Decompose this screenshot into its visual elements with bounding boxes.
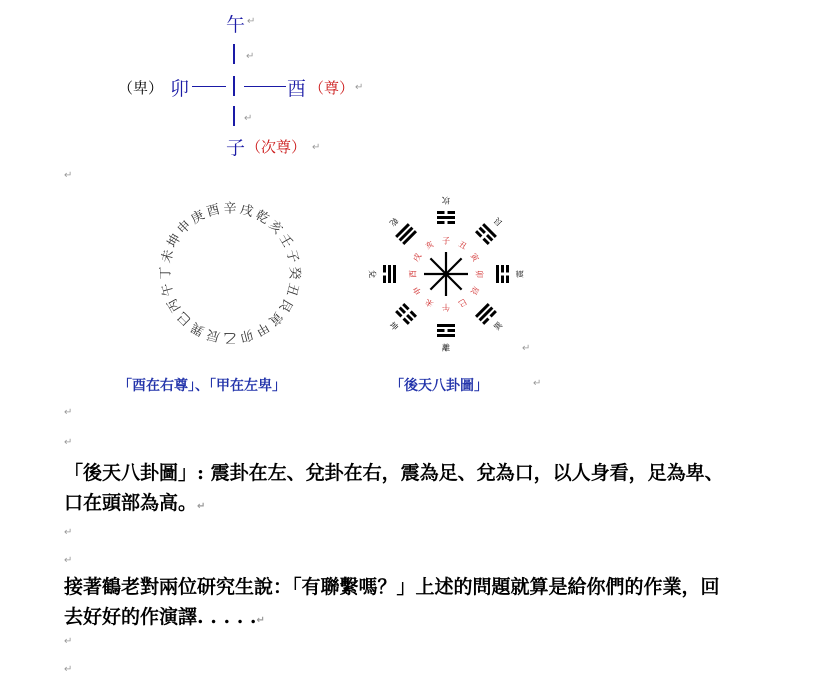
ring-character: 寅 [265, 308, 286, 329]
branch-label: 丑 [456, 239, 469, 252]
paragraph-mark: ↵ [197, 501, 206, 512]
ring-character: 巳 [174, 308, 195, 329]
trigram-name: 坤 [387, 320, 400, 333]
vertical-line-bottom [233, 106, 235, 126]
caption-ring: 「酉在右尊」、「甲在左卑」 [118, 378, 286, 394]
branch-you: 酉 [287, 78, 307, 100]
ring-character: 酉 [205, 202, 222, 221]
paragraph-homework [64, 572, 720, 636]
ring-character: 辰 [205, 325, 222, 344]
ring-character: 卯 [238, 325, 255, 344]
ring-character: 巽 [188, 318, 208, 339]
trigram-name: 巽 [492, 320, 505, 333]
trigram-name: 坎 [442, 195, 450, 205]
paragraph-mark: ↵ [522, 343, 531, 354]
paragraph-mark: ↵ [64, 555, 73, 566]
ring-character: 乾 [252, 207, 272, 228]
label-zun: （尊） [309, 79, 355, 97]
ring-character: 坤 [164, 231, 185, 251]
paragraph-mark: ↵ [64, 527, 73, 538]
vertical-line-top [233, 44, 235, 64]
label-ci-zun: （次尊） [246, 138, 307, 156]
trigram [496, 265, 525, 283]
paragraph-mark: ↵ [244, 113, 253, 124]
caption-bagua: 「後天八卦圖」 [390, 378, 488, 394]
trigram-name: 兌 [367, 270, 377, 278]
branch-label: 戌 [411, 251, 424, 264]
paragraph-mark: ↵ [355, 82, 364, 93]
paragraph-mark: ↵ [64, 664, 73, 675]
branch-mao: 卯 [170, 78, 190, 100]
branch-wu: 午 [226, 14, 246, 36]
branch-label: 亥 [423, 239, 436, 252]
paragraph-mark: ↵ [247, 16, 256, 27]
ring-character: 丁 [158, 266, 174, 280]
ring-character: 甲 [252, 318, 272, 339]
trigram [368, 265, 397, 283]
bagua-diagram [358, 190, 538, 360]
branch-label: 子 [442, 236, 450, 246]
paragraph-bagua-explanation [64, 458, 724, 522]
ring-character: 艮 [275, 295, 296, 315]
vertical-line-center [233, 76, 235, 96]
ring-character: 丙 [164, 295, 185, 315]
paragraph-mark: ↵ [312, 142, 321, 153]
trigram [437, 196, 455, 225]
paragraph-mark: ↵ [246, 51, 255, 62]
paragraph-mark: ↵ [64, 437, 73, 448]
ring-character: 午 [159, 281, 178, 298]
branch-label: 酉 [408, 270, 418, 278]
ring-character: 子 [282, 248, 301, 265]
ring-character: 亥 [265, 217, 286, 238]
trigram-name: 艮 [492, 215, 505, 228]
trigram [475, 212, 508, 245]
ring-character: 丑 [282, 281, 301, 298]
branch-zi: 子 [226, 137, 246, 159]
ring-diagram [140, 188, 320, 358]
trigram-name: 震 [515, 270, 525, 278]
paragraph-line: 「後天八卦圖」: 震卦在左、兌卦在右，震為足、兌為口，以人身看，足為卑、 [64, 462, 724, 484]
branch-label: 午 [442, 302, 450, 312]
paragraph-line: 口在頭部為高。 [64, 492, 198, 514]
trigram [437, 324, 455, 353]
paragraph-mark: ↵ [256, 615, 265, 626]
ring-character: 庚 [188, 207, 208, 228]
branch-label: 巳 [456, 296, 469, 309]
horizontal-line-left [192, 86, 226, 87]
ring-character: 未 [159, 248, 178, 265]
paragraph-mark: ↵ [64, 170, 73, 181]
ring-character: 癸 [286, 266, 302, 280]
paragraph-mark: ↵ [64, 636, 73, 647]
branch-label: 未 [423, 296, 436, 309]
ring-character: 壬 [275, 231, 296, 251]
branch-label: 卯 [474, 270, 484, 278]
trigram-name: 乾 [387, 215, 400, 228]
paragraph-line: 接著鶴老對兩位研究生說：「有聯繫嗎？」上述的問題就算是給你們的作業，回 [64, 576, 720, 598]
trigram [384, 212, 417, 245]
branch-label: 寅 [468, 251, 481, 264]
ring-character: 申 [174, 217, 195, 238]
branch-label: 申 [411, 284, 424, 297]
ring-character: 戌 [238, 202, 255, 221]
trigram-name: 離 [442, 343, 450, 353]
trigram [475, 303, 508, 336]
paragraph-mark: ↵ [533, 378, 542, 389]
ring-character: 辛 [223, 201, 237, 217]
paragraph-mark: ↵ [64, 407, 73, 418]
horizontal-line-right [244, 86, 286, 87]
paragraph-line: 去好好的作演譯. . . . . [64, 606, 257, 628]
trigram [384, 303, 417, 336]
label-bei: （卑） [118, 79, 164, 97]
ring-character: 乙 [223, 329, 237, 345]
branch-label: 辰 [468, 284, 481, 297]
